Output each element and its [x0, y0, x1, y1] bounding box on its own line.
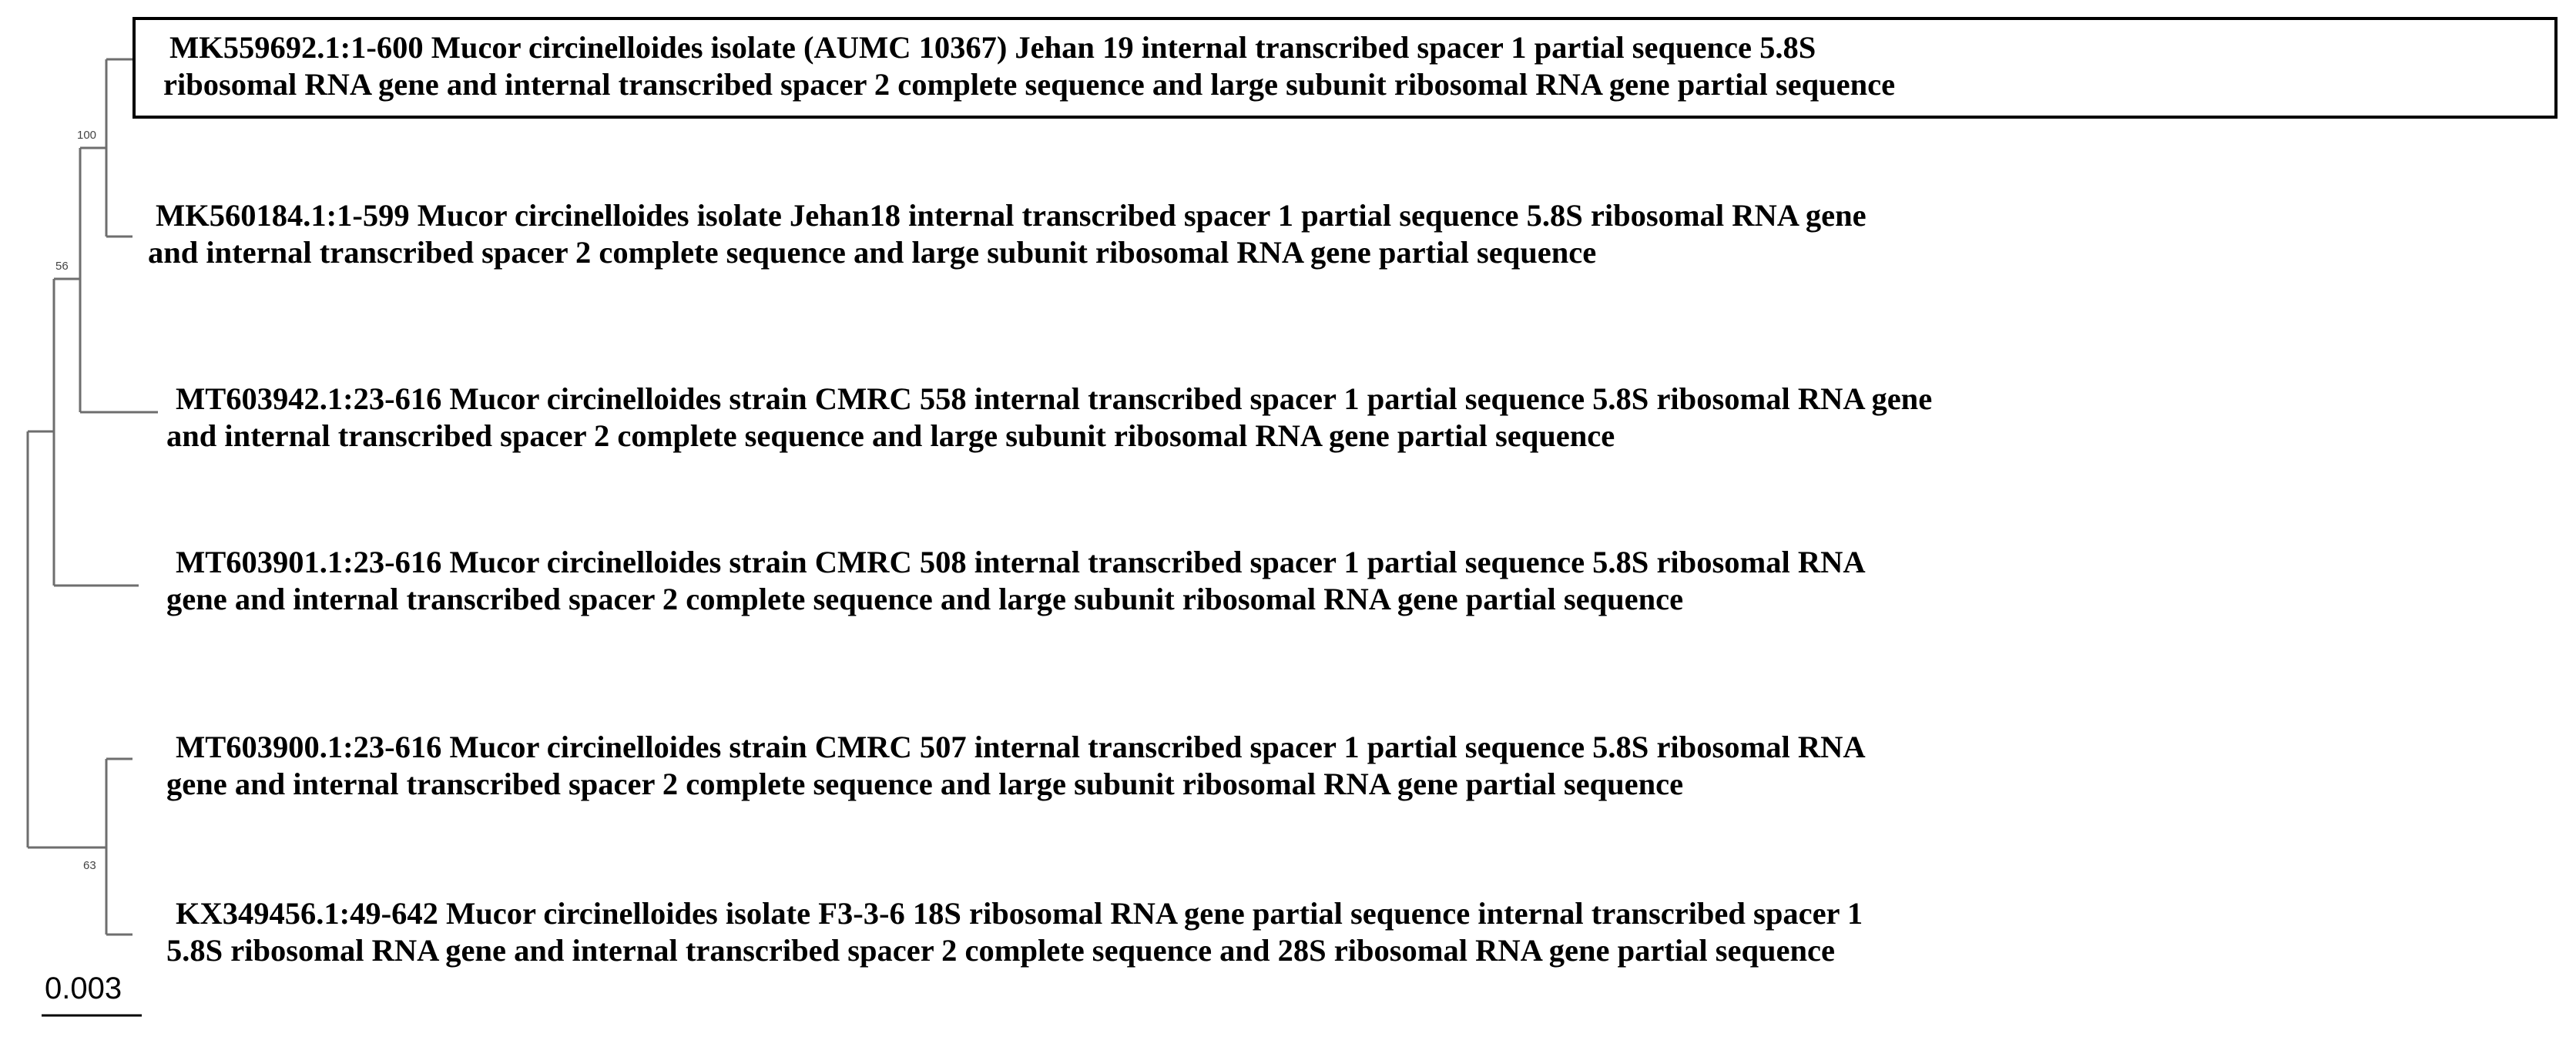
taxon-label-line: MK560184.1:1-599 Mucor circinelloides isolate Jehan18 internal transcribed spacer 1 partial sequence 5.8S ribosomal RNA gene — [156, 198, 1867, 233]
taxon-label-line: gene and internal transcribed spacer 2 complete sequence and large subunit ribosomal RNA gene partial sequence — [166, 767, 1684, 801]
taxon-label-line: 5.8S ribosomal RNA gene and internal transcribed spacer 2 complete sequence and 28S ribosomal RNA gene partial sequence — [166, 933, 1835, 968]
taxon-label-line: MT603900.1:23-616 Mucor circinelloides strain CMRC 507 internal transcribed spacer 1 partial sequence 5.8S ribosomal RNA — [176, 730, 1866, 764]
taxon-label-MK559692 — [163, 29, 1896, 103]
taxon-label-line: MT603901.1:23-616 Mucor circinelloides strain CMRC 508 internal transcribed spacer 1 partial sequence 5.8S ribosomal RNA — [176, 545, 1866, 579]
taxon-label-line: KX349456.1:49-642 Mucor circinelloides isolate F3-3-6 18S ribosomal RNA gene partial sequence internal transcribed spacer 1 — [176, 896, 1863, 931]
taxon-label-MT603901 — [166, 544, 1866, 618]
taxon-label-line: ribosomal RNA gene and internal transcribed spacer 2 complete sequence and large subunit ribosomal RNA gene partial sequence — [163, 67, 1896, 102]
scale-bar-label: 0.003 — [45, 972, 122, 1005]
bootstrap-label-56: 56 — [55, 260, 69, 273]
taxon-label-line: MK559692.1:1-600 Mucor circinelloides isolate (AUMC 10367) Jehan 19 internal transcribed spacer 1 partial sequence 5.8S — [169, 30, 1816, 65]
taxon-label-KX349456 — [166, 895, 1863, 969]
taxon-label-line: and internal transcribed spacer 2 complete sequence and large subunit ribosomal RNA gene partial sequence — [148, 235, 1597, 270]
taxon-label-line: gene and internal transcribed spacer 2 complete sequence and large subunit ribosomal RNA gene partial sequence — [166, 582, 1684, 616]
taxon-label-MK560184 — [148, 197, 1867, 271]
taxon-label-MT603942 — [166, 381, 1933, 455]
taxon-label-MT603900 — [166, 729, 1866, 803]
taxon-label-line: MT603942.1:23-616 Mucor circinelloides strain CMRC 558 internal transcribed spacer 1 partial sequence 5.8S ribosomal RNA gene — [176, 381, 1933, 416]
taxon-label-line: and internal transcribed spacer 2 complete sequence and large subunit ribosomal RNA gene partial sequence — [166, 418, 1615, 453]
bootstrap-label-63: 63 — [83, 859, 96, 872]
bootstrap-label-100: 100 — [77, 129, 97, 142]
